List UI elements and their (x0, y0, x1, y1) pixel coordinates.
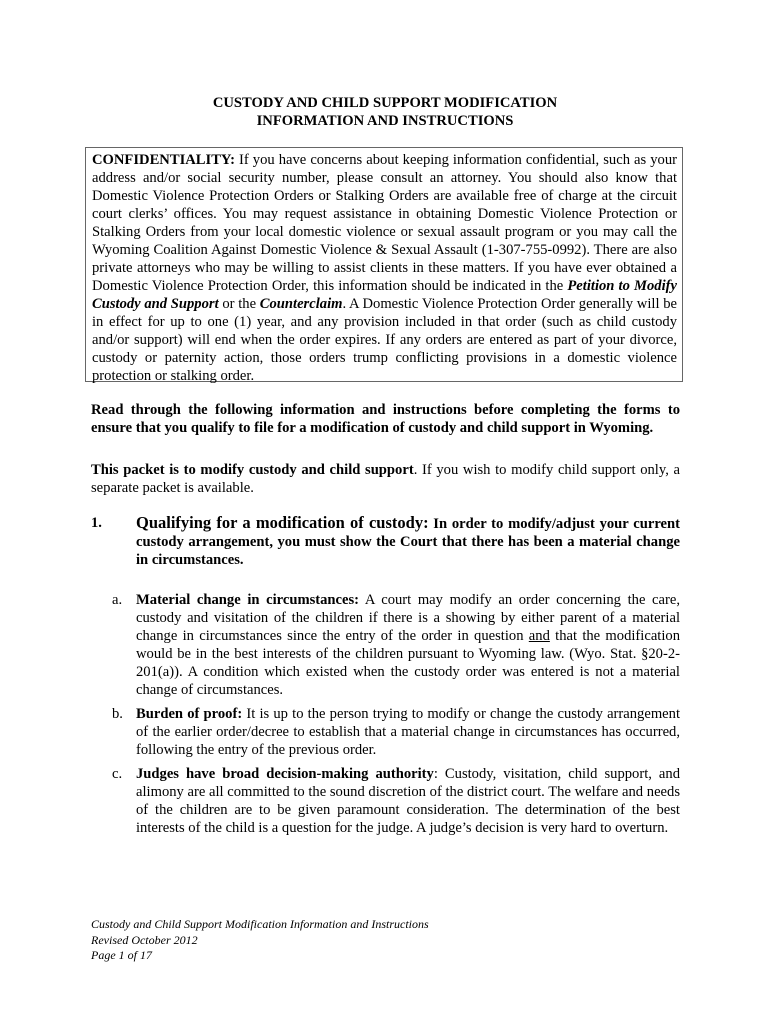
item-b-text: It is up to the person trying to modify or change the custody arrangement of the earlier order/decree to establish that a material change in circumstances has occurred, following the entry of the previous order. (136, 706, 680, 758)
packet-note-rest: . If you wish to modify child support only, a separate packet is available. (91, 462, 680, 496)
item-b (136, 705, 680, 759)
section-1 (136, 514, 680, 569)
item-a-letter: a. (112, 592, 123, 608)
item-a-underlined: and (528, 628, 550, 644)
confidentiality-or-the: or the (218, 296, 260, 312)
item-c-label: Judges have broad decision-making authority (136, 766, 434, 782)
item-c-text: : Custody, visitation, child support, and alimony are all committed to the sound discretion of the district court. The welfare and needs of the children are to be given paramount consideration. The determination of the best interests of the child is a question for the judge. A judge’s decision is very hard to overturn. (136, 766, 680, 836)
item-c-letter: c. (112, 766, 123, 782)
confidentiality-text-1: If you have concerns about keeping information confidential, such as your address and/or social security number, please consult an attorney. You should also know that Domestic Violence Protection Orders or Stalking Orders are available free of charge at the circuit court clerks’ offices. You may request assistance in obtaining Domestic Violence Protection or Stalking Orders from your local domestic violence or sexual assault program or you may call the Wyoming Coalition Against Domestic Violence & Sexual Assault (1-307-755-0992). There are also private attorneys who may be willing to assist clients in these matters. If you have ever obtained a Domestic Violence Protection Order, this information should be indicated in the (92, 152, 677, 294)
section-number: 1. (91, 515, 102, 531)
packet-note (91, 461, 680, 497)
petition-title: Petition to Modify Custody and Support (92, 278, 677, 312)
section-1-heading: Qualifying for a modification of custody: (136, 513, 429, 532)
confidentiality-text-2: . A Domestic Violence Protection Order generally will be in effect for up to one (1) year, and any provision included in that order (such as child custody and/or support) will end when the order expires. If any orders are entered as part of your divorce, custody or paternity action, those orders trump conflicting provisions in a domestic violence protection or stalking order. (92, 296, 677, 384)
item-a-text-before: A court may modify an order concerning the care, custody and visitation of the children if there is a showing by either parent of a material change in circumstances since the entry of the order in question (136, 592, 680, 644)
packet-note-bold: This packet is to modify custody and child support (91, 462, 414, 478)
read-through-instructions: Read through the following information and instructions before completing the forms to ensure that you qualify to file for a modification of custody and child support in Wyoming. (91, 402, 680, 436)
footer-revision: Revised October 2012 (91, 932, 198, 947)
counterclaim-title: Counterclaim (259, 296, 343, 312)
footer-document-title: Custody and Child Support Modification Information and Instructions (91, 917, 429, 931)
item-a (136, 591, 680, 699)
item-b-letter: b. (112, 706, 123, 722)
confidentiality-label: CONFIDENTIALITY: (92, 152, 235, 168)
footer-page-number: Page 1 of 17 (91, 948, 152, 962)
page-footer (91, 917, 429, 964)
confidentiality-box (85, 147, 683, 382)
item-a-label: Material change in circumstances: (136, 592, 360, 608)
document-title-line-1: CUSTODY AND CHILD SUPPORT MODIFICATION (212, 95, 558, 111)
item-c (136, 765, 680, 837)
section-1-text: In order to modify/adjust your current custody arrangement, you must show the Court that there has been a material change in circumstances. (136, 516, 680, 568)
item-a-text-after: that the modification would be in the best interests of the children pursuant to Wyoming law. (Wyo. Stat. §20-2-201(a)). A condition which existed when the custody order was entered is not a material change of circumstances. (136, 628, 680, 698)
document-title-line-2: INFORMATION AND INSTRUCTIONS (256, 113, 514, 129)
item-b-label: Burden of proof: (136, 706, 243, 722)
